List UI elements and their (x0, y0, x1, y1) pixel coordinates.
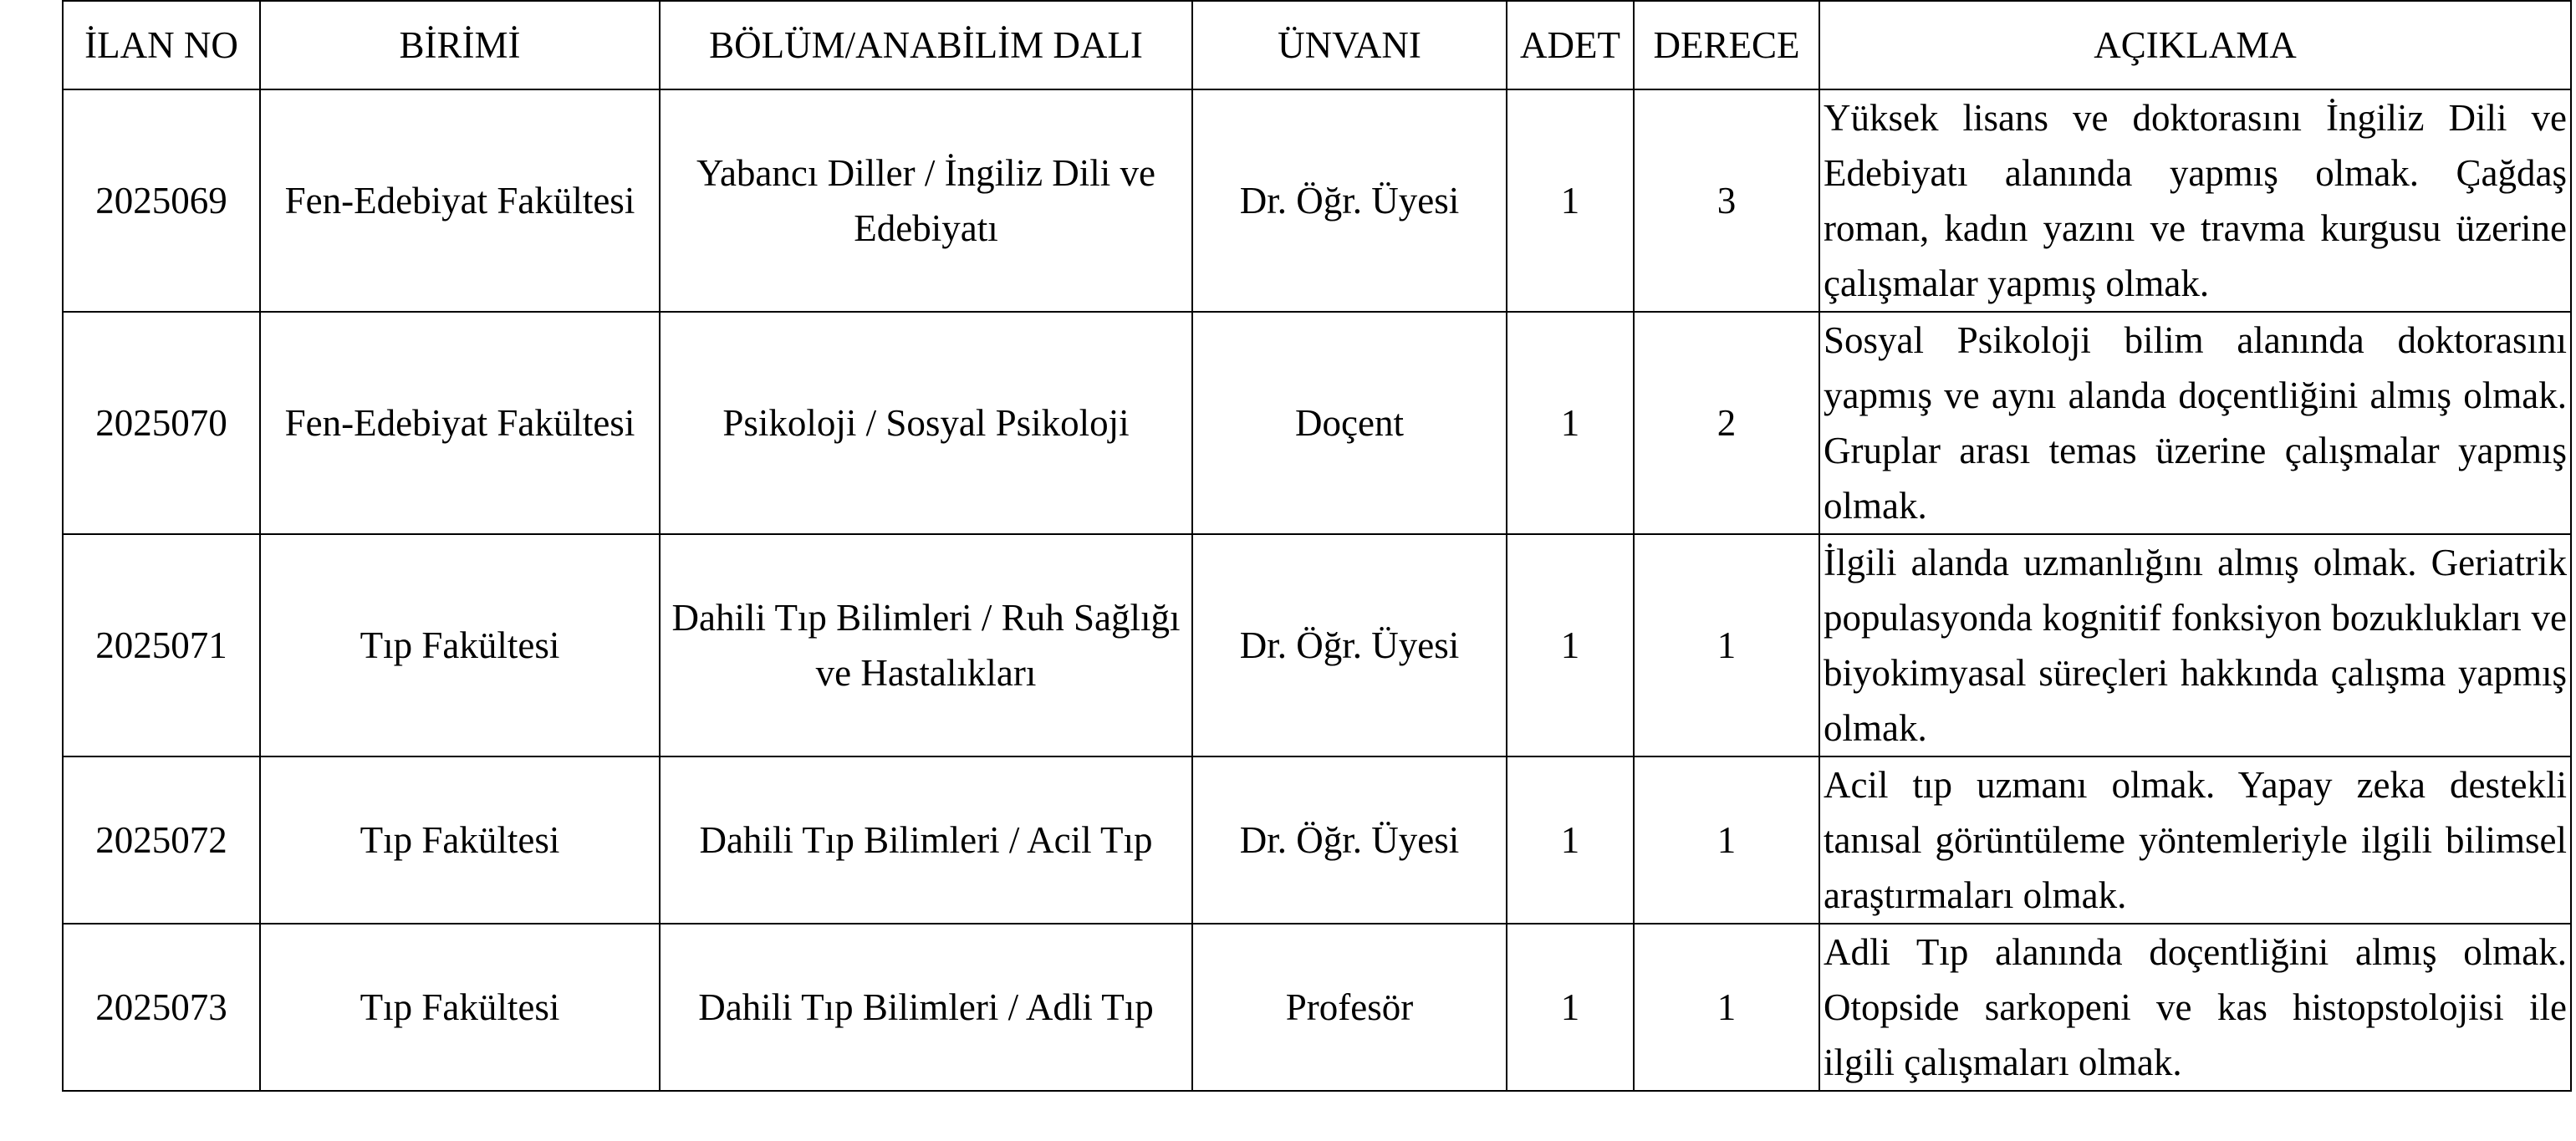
header-birimi: BİRİMİ (260, 1, 660, 89)
cell-bolum: Dahili Tıp Bilimleri / Acil Tıp (660, 756, 1192, 924)
cell-unvani: Profesör (1192, 924, 1507, 1091)
header-aciklama: AÇIKLAMA (1819, 1, 2571, 89)
cell-adet: 1 (1507, 534, 1634, 756)
cell-derece: 3 (1634, 89, 1819, 312)
cell-ilan-no: 2025071 (63, 534, 260, 756)
cell-unvani: Dr. Öğr. Üyesi (1192, 534, 1507, 756)
cell-adet: 1 (1507, 89, 1634, 312)
cell-aciklama: Acil tıp uzmanı olmak. Yapay zeka destekli tanısal görüntüleme yöntemleriyle ilgili bilimsel araştırmaları olmak. (1819, 756, 2571, 924)
table-row (63, 924, 2571, 1091)
cell-adet: 1 (1507, 312, 1634, 534)
cell-birimi: Fen-Edebiyat Fakültesi (260, 312, 660, 534)
cell-birimi: Tıp Fakültesi (260, 924, 660, 1091)
table-row (63, 534, 2571, 756)
cell-bolum: Dahili Tıp Bilimleri / Adli Tıp (660, 924, 1192, 1091)
cell-unvani: Dr. Öğr. Üyesi (1192, 89, 1507, 312)
header-ilan-no: İLAN NO (63, 1, 260, 89)
cell-aciklama: Adli Tıp alanında doçentliğini almış olmak. Otopside sarkopeni ve kas histopstolojisi ile ilgili çalışmaları olmak. (1819, 924, 2571, 1091)
cell-derece: 1 (1634, 924, 1819, 1091)
cell-aciklama: Sosyal Psikoloji bilim alanında doktorasını yapmış ve aynı alanda doçentliğini almış olmak. Gruplar arası temas üzerine çalışmalar yapmış olmak. (1819, 312, 2571, 534)
cell-birimi: Fen-Edebiyat Fakültesi (260, 89, 660, 312)
cell-adet: 1 (1507, 756, 1634, 924)
header-bolum: BÖLÜM/ANABİLİM DALI (660, 1, 1192, 89)
cell-adet: 1 (1507, 924, 1634, 1091)
table-header-row (63, 1, 2571, 89)
cell-ilan-no: 2025073 (63, 924, 260, 1091)
header-unvani: ÜNVANI (1192, 1, 1507, 89)
announcement-sheet (62, 0, 2570, 1092)
cell-birimi: Tıp Fakültesi (260, 756, 660, 924)
cell-derece: 1 (1634, 756, 1819, 924)
position-announcement-table (62, 0, 2572, 1092)
cell-derece: 2 (1634, 312, 1819, 534)
header-adet: ADET (1507, 1, 1634, 89)
cell-ilan-no: 2025072 (63, 756, 260, 924)
header-derece: DERECE (1634, 1, 1819, 89)
cell-aciklama: Yüksek lisans ve doktorasını İngiliz Dili ve Edebiyatı alanında yapmış olmak. Çağdaş roman, kadın yazını ve travma kurgusu üzerine çalışmalar yapmış olmak. (1819, 89, 2571, 312)
table-row (63, 89, 2571, 312)
cell-birimi: Tıp Fakültesi (260, 534, 660, 756)
cell-bolum: Yabancı Diller / İngiliz Dili ve Edebiyatı (660, 89, 1192, 312)
table-row (63, 312, 2571, 534)
cell-ilan-no: 2025069 (63, 89, 260, 312)
cell-bolum: Psikoloji / Sosyal Psikoloji (660, 312, 1192, 534)
cell-aciklama: İlgili alanda uzmanlığını almış olmak. Geriatrik populasyonda kognitif fonksiyon bozuklukları ve biyokimyasal süreçleri hakkında çalışma yapmış olmak. (1819, 534, 2571, 756)
cell-unvani: Doçent (1192, 312, 1507, 534)
cell-unvani: Dr. Öğr. Üyesi (1192, 756, 1507, 924)
cell-derece: 1 (1634, 534, 1819, 756)
cell-ilan-no: 2025070 (63, 312, 260, 534)
cell-bolum: Dahili Tıp Bilimleri / Ruh Sağlığı ve Hastalıkları (660, 534, 1192, 756)
table-row (63, 756, 2571, 924)
